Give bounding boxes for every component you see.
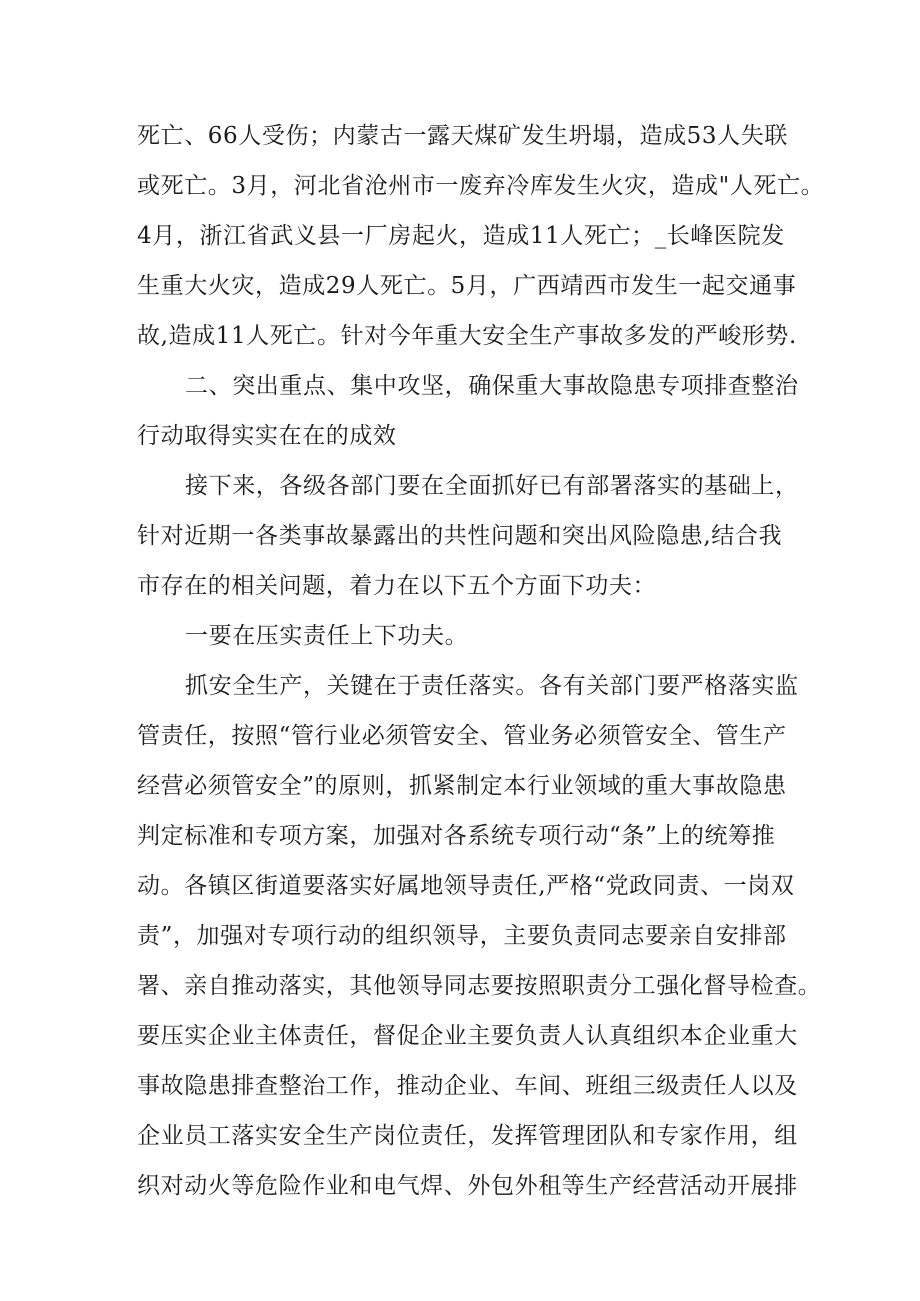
paragraph-start: 接下来，各级各部门要在全面抓好已有部署落实的基础上， — [185, 473, 799, 499]
text-line: 市存在的相关问题，着力在以下五个方面下功夫： — [137, 573, 657, 599]
text-line: 署、亲自推动落实，其他领导同志要按照职责分工强化督导检查。 — [137, 973, 822, 999]
text-line: 4月，浙江省武义县一厂房起火，造成11人死亡；_长峰医院发 — [137, 223, 785, 249]
text-line: 死亡、66人受伤；内蒙古一露天煤矿发生坍塌，造成53人失联 — [137, 123, 788, 149]
text-line: 责”，加强对专项行动的组织领导，主要负责同志要亲自安排部 — [137, 923, 787, 949]
text-line: 要压实企业主体责任，督促企业主要负责人认真组织本企业重大 — [137, 1023, 798, 1049]
text-line: 企业员工落实安全生产岗位责任，发挥管理团队和专家作用，组 — [137, 1123, 798, 1149]
text-line: 或死亡。3月，河北省沧州市一废弃冷库发生火灾，造成"人死亡。 — [137, 173, 825, 199]
text-line: 生重大火灾，造成29人死亡。5月，广西靖西市发生一起交通事 — [137, 273, 797, 299]
text-line: 故,造成11人死亡。针对今年重大安全生产事故多发的严峻形势. — [137, 323, 797, 349]
document-body — [137, 111, 825, 1211]
text-line: 判定标准和专项方案，加强对各系统专项行动“条”上的统筹推 — [137, 823, 776, 849]
section-heading-continued: 行动取得实实在在的成效 — [137, 423, 397, 449]
subheading: 一要在压实责任上下功夫。 — [185, 623, 469, 649]
text-line: 事故隐患排查整治工作，推动企业、车间、班组三级责任人以及 — [137, 1073, 798, 1099]
text-line: 经营必须管安全”的原则，抓紧制定本行业领域的重大事故隐患 — [137, 773, 787, 799]
section-heading: 二、突出重点、集中攻坚，确保重大事故隐患专项排查整治 — [185, 373, 799, 399]
text-line: 管责任，按照“管行业必须管安全、管业务必须管安全、管生产 — [137, 723, 787, 749]
text-line: 织对动火等危险作业和电气焊、外包外租等生产经营活动开展排 — [137, 1173, 798, 1199]
text-line: 针对近期一各类事故暴露出的共性问题和突出风险隐患,结合我 — [137, 523, 783, 549]
paragraph-start: 抓安全生产，关键在于责任落实。各有关部门要严格落实监 — [185, 673, 799, 699]
text-line: 动。各镇区街道要落实好属地领导责任,严格“党政同责、一岗双 — [137, 873, 795, 899]
